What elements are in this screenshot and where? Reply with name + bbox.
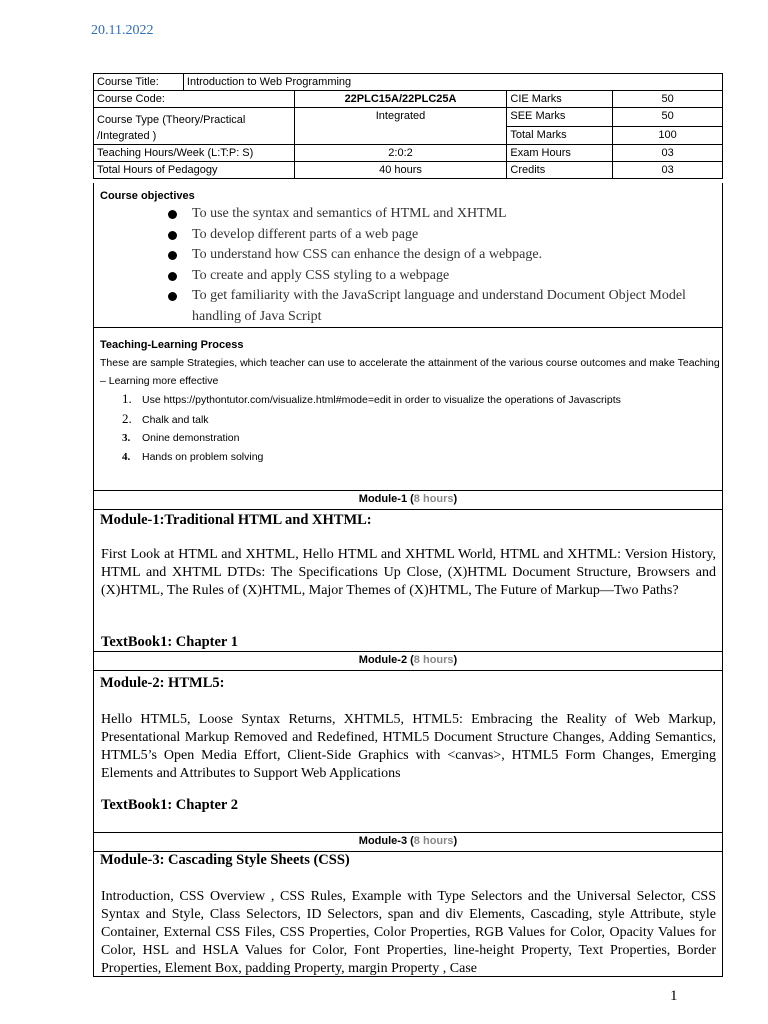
cie-marks-value: 50 — [613, 91, 723, 108]
course-type-value: Integrated — [294, 108, 507, 145]
page-number: 1 — [670, 988, 678, 1004]
credits-label: Credits — [507, 162, 613, 179]
module-header-label: Module-1 ( — [358, 493, 414, 505]
objective-item — [168, 266, 708, 287]
objective-text: To understand how CSS can enhance the design of a webpage. — [192, 247, 543, 262]
teaching-hours-value: 2:0:2 — [294, 145, 507, 162]
credits-value: 03 — [613, 162, 723, 179]
teaching-description: These are sample Strategies, which teacher can use to accelerate the attainment of the various course outcomes and make Teaching – Learning more effective — [100, 357, 720, 387]
module-description: Hello HTML5, Loose Syntax Returns, XHTML5, HTML5: Embracing the Reality of Web Markup, Presentational Markup Removed and Redefined, HTML5 Document Structure Changes, Adding Semantics, HTML5’s Open Media Effort, Client-Side Graphics with <canvas>, HTML5 Form Changes, Emerging Elements and Attributes to Support Web Applications — [101, 712, 716, 781]
total-marks-value: 100 — [613, 126, 723, 145]
bullet-icon — [168, 272, 177, 281]
course-code-label: Course Code: — [94, 91, 295, 108]
module-title: Module-3: Cascading Style Sheets (CSS) — [100, 852, 350, 868]
document-date: 20.11.2022 — [91, 23, 154, 38]
total-marks-label: Total Marks — [507, 126, 613, 145]
objectives-list — [168, 204, 708, 327]
teaching-learning-section — [93, 327, 723, 491]
teaching-hours-label: Teaching Hours/Week (L:T:P: S) — [94, 145, 295, 162]
item-number: 3. — [122, 432, 131, 444]
pedagogy-hours-label: Total Hours of Pedagogy — [94, 162, 295, 179]
teaching-list — [122, 390, 722, 466]
objective-item — [168, 286, 708, 327]
module-textbook: TextBook1: Chapter 2 — [101, 797, 238, 813]
module-header-label: Module-2 ( — [358, 654, 414, 666]
exam-hours-label: Exam Hours — [507, 145, 613, 162]
item-text: Onine demonstration — [142, 432, 240, 444]
module-description: First Look at HTML and XHTML, Hello HTML and XHTML World, HTML and XHTML: Version History, HTML and XHTML DTDs: The Specifications Up Close, (X)HTML Document Structure, Browsers and (X)HTML, The Rules of (X)HTML, Major Themes of (X)HTML, The Future of Markup—Two Paths? — [101, 547, 716, 598]
bullet-icon — [168, 292, 177, 301]
module-hours: 8 hours — [413, 493, 454, 505]
module-hours: 8 hours — [413, 654, 454, 666]
course-title-value: Introduction to Web Programming — [183, 74, 722, 91]
module-header-close: ) — [453, 835, 458, 847]
objective-text: To use the syntax and semantics of HTML and XHTML — [192, 206, 507, 221]
objective-text: To create and apply CSS styling to a webpage — [192, 267, 450, 283]
module-1-body — [93, 510, 723, 652]
teaching-heading: Teaching-Learning Process — [100, 339, 244, 351]
objective-text: To develop different parts of a web page — [192, 226, 419, 242]
module-title: Module-2: HTML5: — [100, 675, 225, 691]
item-text: Hands on problem solving — [142, 450, 264, 463]
bullet-icon — [168, 251, 177, 260]
course-objectives-section — [93, 183, 723, 328]
module-textbook: TextBook1: Chapter 1 — [101, 634, 238, 650]
module-3-body — [93, 852, 723, 977]
objective-item — [168, 245, 708, 266]
pedagogy-hours-value: 40 hours — [294, 162, 507, 179]
objective-text: To get familiarity with the JavaScript language and understand Document Object Model handling of Java Script — [192, 288, 686, 324]
bullet-icon — [168, 231, 177, 240]
list-item — [122, 390, 722, 410]
module-2-body — [93, 671, 723, 833]
bullet-icon — [168, 210, 177, 219]
see-marks-label: SEE Marks — [507, 108, 613, 127]
cie-marks-label: CIE Marks — [507, 91, 613, 108]
item-number: 4. — [122, 450, 131, 463]
module-header-close: ) — [453, 654, 458, 666]
item-number: 1. — [122, 391, 132, 406]
list-item — [122, 429, 722, 448]
item-text: Chalk and talk — [142, 413, 209, 426]
exam-hours-value: 03 — [613, 145, 723, 162]
see-marks-value: 50 — [613, 108, 723, 127]
course-type-label: Course Type (Theory/Practical /Integrated ) — [94, 108, 295, 145]
objective-item — [168, 225, 708, 246]
module-description: Introduction, CSS Overview , CSS Rules, Example with Type Selectors and the Universal Selector, CSS Syntax and Style, Class Selectors, ID Selectors, span and div Elements, Cascading, style Attribute, style Container, External CSS Files, CSS Properties, Color Properties, RGB Values for Color, Opacity Values for Color, HSL and HSLA Values for Color, Font Properties, line-height Property, Text Properties, Border Properties, Element Box, padding Property, margin Property , Case — [101, 889, 716, 976]
module-hours: 8 hours — [413, 835, 454, 847]
objectives-heading: Course objectives — [100, 190, 195, 202]
course-title-label: Course Title: — [94, 74, 184, 91]
course-code-value: 22PLC15A/22PLC25A — [294, 91, 507, 108]
item-text: Use https://pythontutor.com/visualize.html#mode=edit in order to visualize the operations of Javascripts — [142, 394, 621, 406]
list-item — [122, 448, 722, 467]
module-header-label: Module-3 ( — [358, 835, 414, 847]
module-title: Module-1:Traditional HTML and XHTML: — [100, 512, 372, 528]
objective-item — [168, 204, 708, 225]
module-header-close: ) — [453, 493, 458, 505]
list-item — [122, 410, 722, 430]
module-1-header — [93, 490, 723, 510]
module-2-header — [93, 651, 723, 671]
item-number: 2. — [122, 410, 132, 426]
course-info-table — [93, 73, 723, 179]
module-3-header — [93, 832, 723, 852]
